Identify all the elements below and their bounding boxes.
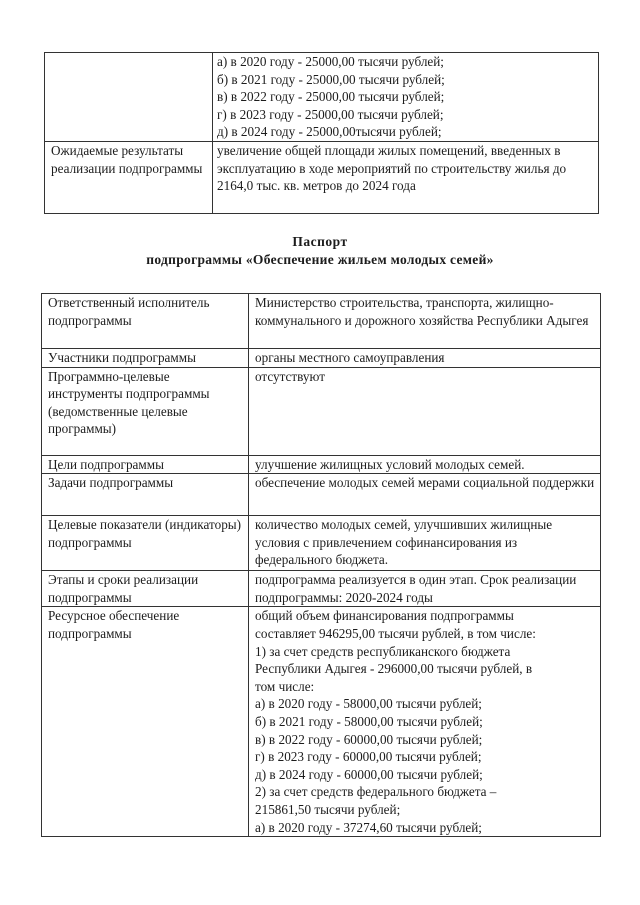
- resource-line: а) в 2020 году - 37274,60 тысячи рублей;: [255, 819, 482, 835]
- heading-title: Паспорт: [292, 234, 348, 249]
- row-label: Ресурсное обеспечение подпрограммы: [42, 607, 249, 837]
- resource-line: том числе:: [255, 678, 315, 694]
- row-label: Задачи подпрограммы: [42, 474, 249, 516]
- row-value: улучшение жилищных условий молодых семей.: [249, 455, 601, 474]
- funding-line: б) в 2021 году - 25000,00 тысячи рублей;: [217, 71, 445, 87]
- empty-label-cell: [45, 53, 213, 142]
- row-label: Ответственный исполнитель подпрограммы: [42, 294, 249, 349]
- table-row: [42, 294, 601, 349]
- section-heading: [0, 233, 640, 269]
- resource-line: д) в 2024 году - 60000,00 тысячи рублей;: [255, 766, 483, 782]
- funding-line: а) в 2020 году - 25000,00 тысячи рублей;: [217, 54, 444, 69]
- resource-line: общий объем финансирования подпрограммы: [255, 608, 514, 624]
- resource-line: 2) за счет средств федерального бюджета –: [255, 784, 497, 800]
- table-row: [42, 516, 601, 571]
- table-row: [42, 571, 601, 607]
- row-value: увеличение общей площади жилых помещений, введенных в эксплуатацию в ходе мероприятий по строительству жилья до 2164,0 тыс. кв. метров до 2024 года: [213, 142, 599, 214]
- table-row: [45, 53, 599, 142]
- table-row: [42, 349, 601, 368]
- resource-line: 1) за счет средств республиканского бюджета: [255, 643, 511, 659]
- row-label: Целевые показатели (индикаторы) подпрограммы: [42, 516, 249, 571]
- row-value: подпрограмма реализуется в один этап. Срок реализации подпрограммы: 2020-2024 годы: [249, 571, 601, 607]
- resource-line: б) в 2021 году - 58000,00 тысячи рублей;: [255, 713, 483, 729]
- table-row: [42, 367, 601, 455]
- resource-line: а) в 2020 году - 58000,00 тысячи рублей;: [255, 696, 482, 712]
- row-value: обеспечение молодых семей мерами социальной поддержки: [249, 474, 601, 516]
- resource-line: Республики Адыгея - 296000,00 тысячи рублей, в: [255, 661, 533, 677]
- passport-table: [41, 293, 601, 837]
- row-label: Программно-целевые инструменты подпрограммы (ведомственные целевые программы): [42, 367, 249, 455]
- funding-line: д) в 2024 году - 25000,00тысячи рублей;: [217, 124, 442, 140]
- row-value: Министерство строительства, транспорта, жилищно-коммунального и дорожного хозяйства Республики Адыгея: [249, 294, 601, 349]
- heading-subtitle: подпрограммы «Обеспечение жильем молодых семей»: [146, 252, 494, 267]
- table-row: [42, 474, 601, 516]
- row-label: Этапы и сроки реализации подпрограммы: [42, 571, 249, 607]
- funding-line: в) в 2022 году - 25000,00 тысячи рублей;: [217, 89, 445, 105]
- resource-line: в) в 2022 году - 60000,00 тысячи рублей;: [255, 731, 483, 747]
- row-value: органы местного самоуправления: [249, 349, 601, 368]
- resource-line: 215861,50 тысячи рублей;: [255, 801, 401, 817]
- row-value: отсутствуют: [249, 367, 601, 455]
- table-row: [42, 607, 601, 837]
- funding-continuation-table: [44, 52, 599, 214]
- row-label: Участники подпрограммы: [42, 349, 249, 368]
- row-label: Цели подпрограммы: [42, 455, 249, 474]
- row-value: количество молодых семей, улучшивших жилищные условия с привлечением софинансирования из федерального бюджета.: [249, 516, 601, 571]
- row-label: Ожидаемые результаты реализации подпрограммы: [45, 142, 213, 214]
- table-row: [42, 455, 601, 474]
- resource-value: [249, 607, 601, 837]
- funding-years-cell: [213, 53, 599, 142]
- funding-line: г) в 2023 году - 25000,00 тысячи рублей;: [217, 106, 444, 122]
- table-row: [45, 142, 599, 214]
- resource-line: г) в 2023 году - 60000,00 тысячи рублей;: [255, 749, 482, 765]
- resource-line: составляет 946295,00 тысячи рублей, в том числе:: [255, 625, 536, 641]
